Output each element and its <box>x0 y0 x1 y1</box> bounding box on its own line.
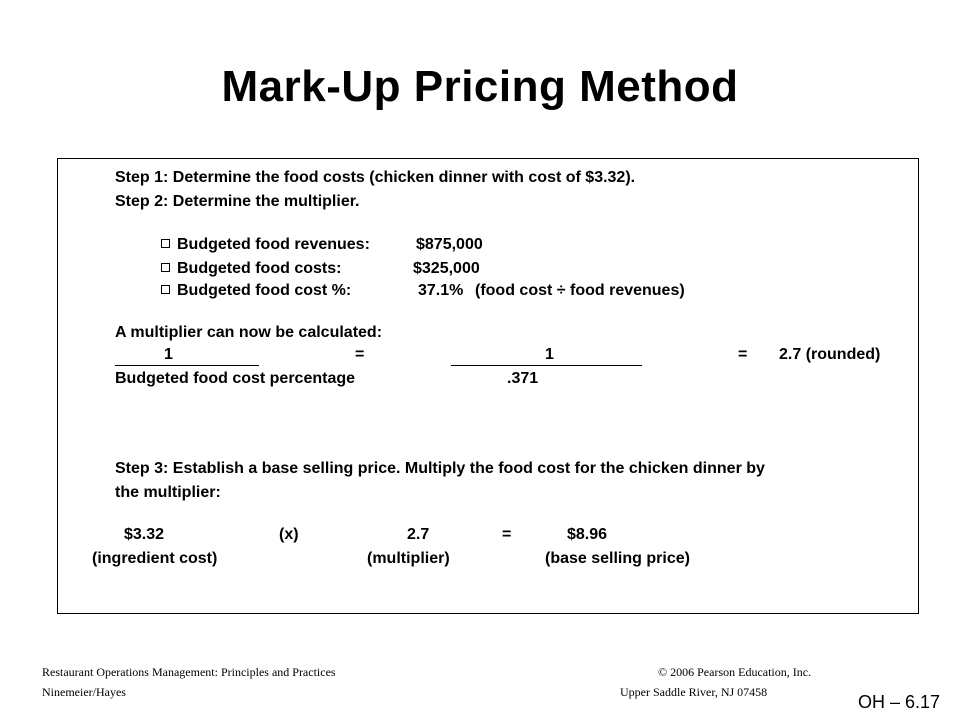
denominator-right: .371 <box>507 370 539 387</box>
numerator-left: 1 <box>164 346 173 363</box>
ingredient-cost-label: (ingredient cost) <box>92 550 218 567</box>
footer-authors: Ninemeier/Hayes <box>42 685 126 699</box>
bullet-costs <box>161 259 341 279</box>
slide-title: Mark-Up Pricing Method <box>221 62 739 111</box>
multiplier-result: 2.7 (rounded) <box>779 346 881 363</box>
square-bullet-icon <box>161 285 170 294</box>
bullet-label: Budgeted food costs: <box>177 260 342 277</box>
equals-sign: = <box>738 346 748 363</box>
step3-text-line2: the multiplier: <box>115 484 221 501</box>
step2-text: Step 2: Determine the multiplier. <box>115 193 360 210</box>
ingredient-cost-value: $3.32 <box>124 526 165 543</box>
footer-copyright: © 2006 Pearson Education, Inc. <box>658 665 812 679</box>
step1-text: Step 1: Determine the food costs (chicken dinner with cost of $3.32). <box>115 169 636 186</box>
bullet-value: 37.1% <box>418 282 464 299</box>
equals-sign: = <box>355 346 365 363</box>
bullet-label: Budgeted food revenues: <box>177 236 370 253</box>
footer-book-title: Restaurant Operations Management: Principles and Practices <box>42 665 336 679</box>
square-bullet-icon <box>161 263 170 272</box>
multiplier-label: (multiplier) <box>367 550 450 567</box>
denominator-left: Budgeted food cost percentage <box>115 370 356 387</box>
selling-price-value: $8.96 <box>567 526 608 543</box>
times-sign: (x) <box>279 526 299 543</box>
square-bullet-icon <box>161 239 170 248</box>
bullet-revenues <box>161 235 370 255</box>
bullet-value: $325,000 <box>413 260 480 277</box>
bullet-label: Budgeted food cost %: <box>177 282 352 299</box>
numerator-right: 1 <box>545 346 554 363</box>
equals-sign: = <box>502 526 512 543</box>
multiplier-intro: A multiplier can now be calculated: <box>115 324 383 341</box>
bullet-note: (food cost ÷ food revenues) <box>475 282 685 299</box>
fraction-bar-right <box>451 365 642 366</box>
selling-price-label: (base selling price) <box>545 550 690 567</box>
footer-address: Upper Saddle River, NJ 07458 <box>620 685 768 699</box>
bullet-cost-percent <box>161 281 351 301</box>
step3-text-line1: Step 3: Establish a base selling price. Multiply the food cost for the chicken dinner by <box>115 460 765 477</box>
fraction-bar-left <box>115 365 259 366</box>
multiplier-value: 2.7 <box>407 526 430 543</box>
content-box <box>57 158 919 614</box>
slide-number: OH – 6.17 <box>858 692 941 712</box>
bullet-value: $875,000 <box>416 236 483 253</box>
